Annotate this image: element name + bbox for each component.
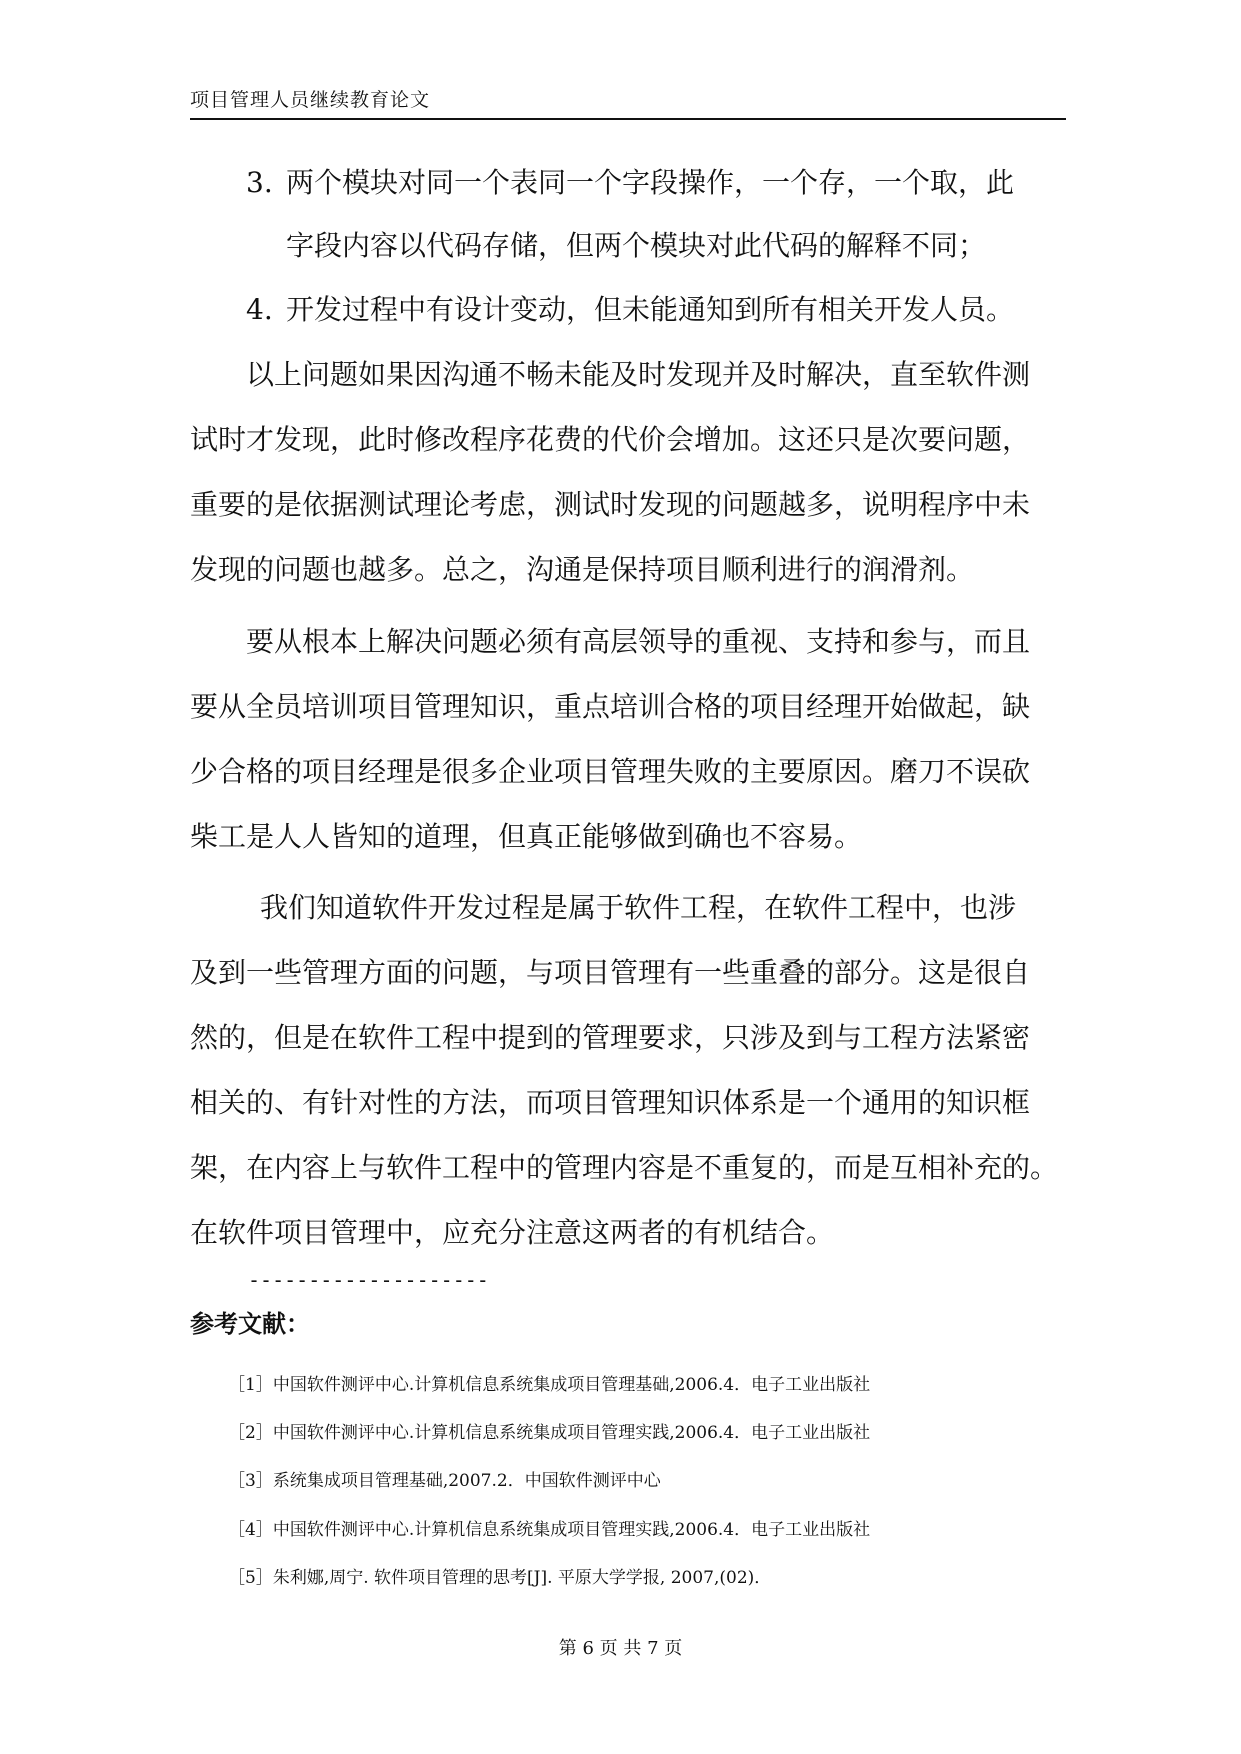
paragraph-2-line-4: 柴工是人人皆知的道理，但真正能够做到确也不容易。 (190, 820, 863, 853)
list-item-4-text: 开发过程中有设计变动，但未能通知到所有相关开发人员。 (286, 293, 1015, 326)
page-footer: 第 6 页 共 7 页 (558, 1638, 683, 1659)
list-item-3-line-1 (246, 163, 1014, 203)
separator-line: -------------------- (248, 1268, 489, 1292)
list-item-4-number: 4. (246, 293, 273, 326)
paragraph-3-line-4: 相关的、有针对性的方法，而项目管理知识体系是一个通用的知识框 (190, 1086, 1031, 1119)
paragraph-3-line-6: 在软件项目管理中，应充分注意这两者的有机结合。 (190, 1216, 835, 1249)
paragraph-3-line-1: 我们知道软件开发过程是属于软件工程，在软件工程中，也涉 (260, 891, 1017, 924)
paragraph-1-line-4: 发现的问题也越多。总之，沟通是保持项目顺利进行的润滑剂。 (190, 553, 975, 586)
list-item-4-line-1 (246, 290, 1014, 330)
paragraph-3-line-2: 及到一些管理方面的问题，与项目管理有一些重叠的部分。这是很自 (190, 956, 1031, 989)
list-item-3-number: 3. (246, 166, 273, 199)
reference-item: ［2］中国软件测评中心.计算机信息系统集成项目管理实践,2006.4．电子工业出版社 (228, 1423, 871, 1443)
paragraph-2-line-2: 要从全员培训项目管理知识，重点培训合格的项目经理开始做起，缺 (190, 690, 1031, 723)
paragraph-3-line-5: 架，在内容上与软件工程中的管理内容是不重复的，而是互相补充的。 (190, 1151, 1059, 1184)
reference-item: ［4］中国软件测评中心.计算机信息系统集成项目管理实践,2006.4．电子工业出版社 (228, 1520, 871, 1540)
list-item-3-line-2: 字段内容以代码存储，但两个模块对此代码的解释不同； (286, 229, 987, 262)
header-title: 项目管理人员继续教育论文 (190, 89, 431, 111)
page-header (190, 86, 1066, 120)
paragraph-1-line-1: 以上问题如果因沟通不畅未能及时发现并及时解决，直至软件测 (246, 358, 1031, 391)
paragraph-3-line-3: 然的，但是在软件工程中提到的管理要求，只涉及到与工程方法紧密 (190, 1021, 1031, 1054)
paragraph-2-line-3: 少合格的项目经理是很多企业项目管理失败的主要原因。磨刀不误砍 (190, 755, 1031, 788)
reference-item: ［3］系统集成项目管理基础,2007.2．中国软件测评中心 (228, 1471, 661, 1491)
paragraph-2-line-1: 要从根本上解决问题必须有高层领导的重视、支持和参与，而且 (246, 625, 1031, 658)
reference-item: ［1］中国软件测评中心.计算机信息系统集成项目管理基础,2006.4．电子工业出版社 (228, 1375, 871, 1395)
paragraph-1-line-3: 重要的是依据测试理论考虑，测试时发现的问题越多，说明程序中未 (190, 488, 1031, 521)
references-title: 参考文献： (190, 1310, 310, 1338)
paragraph-1-line-2: 试时才发现，此时修改程序花费的代价会增加。这还只是次要问题， (190, 423, 1031, 456)
reference-item: ［5］朱利娜,周宁. 软件项目管理的思考[J]. 平原大学学报, 2007,(02)． (228, 1568, 772, 1588)
list-item-3-text: 两个模块对同一个表同一个字段操作，一个存，一个取，此 (286, 166, 1015, 199)
